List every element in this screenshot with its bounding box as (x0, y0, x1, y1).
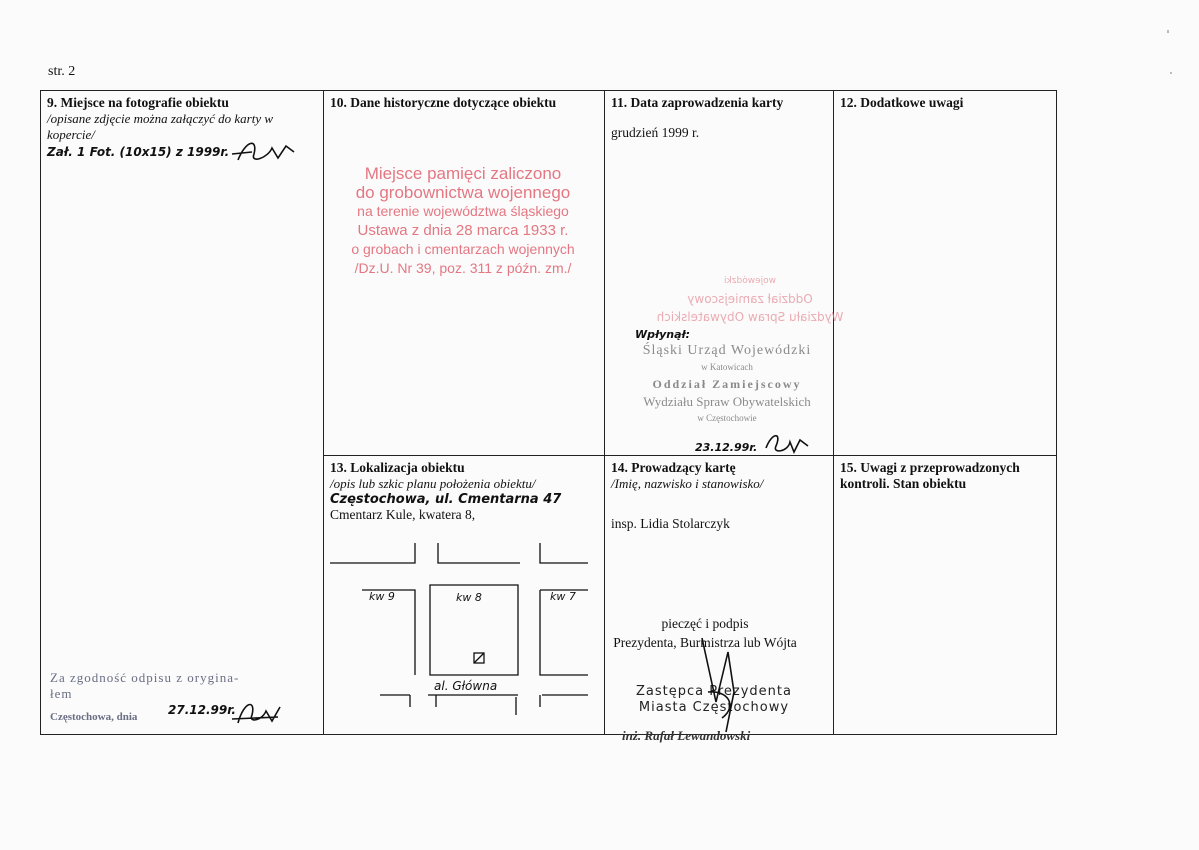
red-stamp-line: do grobownictwa wojennego (355, 183, 571, 202)
location-hint: /opis lub szkic planu położenia obiektu/ (330, 476, 536, 491)
keeper-value: insp. Lidia Stolarczyk (611, 516, 730, 531)
cell-photo (40, 90, 324, 735)
date-signature (760, 430, 820, 460)
red-stamp-line: /Dz.U. Nr 39, poz. 311 z późn. zm./ (354, 260, 572, 276)
office-stamp-line: Oddział Zamiejscowy (652, 377, 802, 391)
location-title: 13. Lokalizacja obiektu (330, 460, 465, 475)
photo-hint: /opisane zdjęcie można załączyć do karty w kopercie/ (47, 111, 274, 142)
photo-title: 9. Miejsce na fotografie obiektu (47, 95, 229, 110)
mirrored-line: wojewódzki (724, 276, 776, 286)
signature-stamp-line: Zastępca Prezydenta (636, 684, 792, 699)
sketch-q8: kw 8 (456, 591, 482, 604)
date-handwritten: 23.12.99r. (695, 441, 758, 454)
office-stamp-line: Śląski Urząd Wojewódzki (642, 343, 812, 358)
office-stamp (612, 342, 842, 427)
seal-line: Prezydenta, Burmistrza lub Wójta (613, 635, 797, 650)
keeper-title: 14. Prowadzący kartę (611, 460, 736, 475)
mirrored-stamp (600, 272, 900, 326)
red-stamp-line: Miejsce pamięci zaliczono (364, 164, 562, 183)
office-stamp-line: Wydziału Spraw Obywatelskich (643, 394, 811, 409)
seal-line: pieczęć i podpis (661, 616, 749, 631)
date-title: 11. Data zaprowadzenia karty (611, 95, 784, 110)
signature-stamp-name: inż. Rafał Lewandowski (622, 728, 751, 743)
sketch-q9: kw 9 (369, 590, 395, 603)
cell-inspections (833, 455, 1057, 735)
history-title: 10. Dane historyczne dotyczące obiektu (330, 95, 557, 110)
certify-signature (228, 697, 288, 727)
office-stamp-line: w Częstochowie (697, 413, 757, 423)
mayor-signature (688, 632, 748, 742)
certify-line: łem (50, 686, 73, 701)
sketch-street: al. Główna (434, 679, 498, 693)
date-value: grudzień 1999 r. (611, 125, 700, 140)
inspections-title: 15. Uwagi z przeprowadzonych kontroli. Stan obiektu (840, 460, 1020, 491)
keeper-hint: /Imię, nazwisko i stanowisko/ (611, 476, 764, 491)
office-stamp-line: w Katowicach (701, 362, 753, 372)
page-number: str. 2 (48, 64, 76, 79)
photo-handwritten: Zał. 1 Fot. (10x15) z 1999r. (47, 145, 230, 159)
signature-stamp-line: Miasta Częstochowy (638, 700, 790, 715)
certify-date: 27.12.99r. (168, 703, 236, 717)
mirrored-line: Wydziału Spraw Obywatelskich (656, 310, 844, 324)
certify-place: Częstochowa, dnia (50, 711, 138, 723)
received-handnote: Wpłynął: (635, 328, 691, 341)
scan-speck (1170, 72, 1172, 74)
certify-line: Za zgodność odpisu z orygina- (50, 670, 240, 685)
sketch-q7: kw 7 (550, 590, 576, 603)
location-value: Cmentarz Kule, kwatera 8, (330, 507, 476, 522)
location-handwritten: Częstochowa, ul. Cmentarna 47 (330, 492, 562, 507)
mirrored-line: Oddział zamiejscowy (687, 292, 813, 306)
scan-speck (1167, 30, 1169, 33)
remarks-title: 12. Dodatkowe uwagi (840, 95, 964, 110)
red-stamp-line: o grobach i cmentarzach wojennych (351, 241, 575, 257)
red-stamp-line: Ustawa z dnia 28 marca 1933 r. (357, 222, 569, 239)
red-stamp (328, 164, 598, 278)
red-stamp-line: na terenie województwa śląskiego (357, 203, 569, 219)
photo-signature (228, 136, 298, 166)
